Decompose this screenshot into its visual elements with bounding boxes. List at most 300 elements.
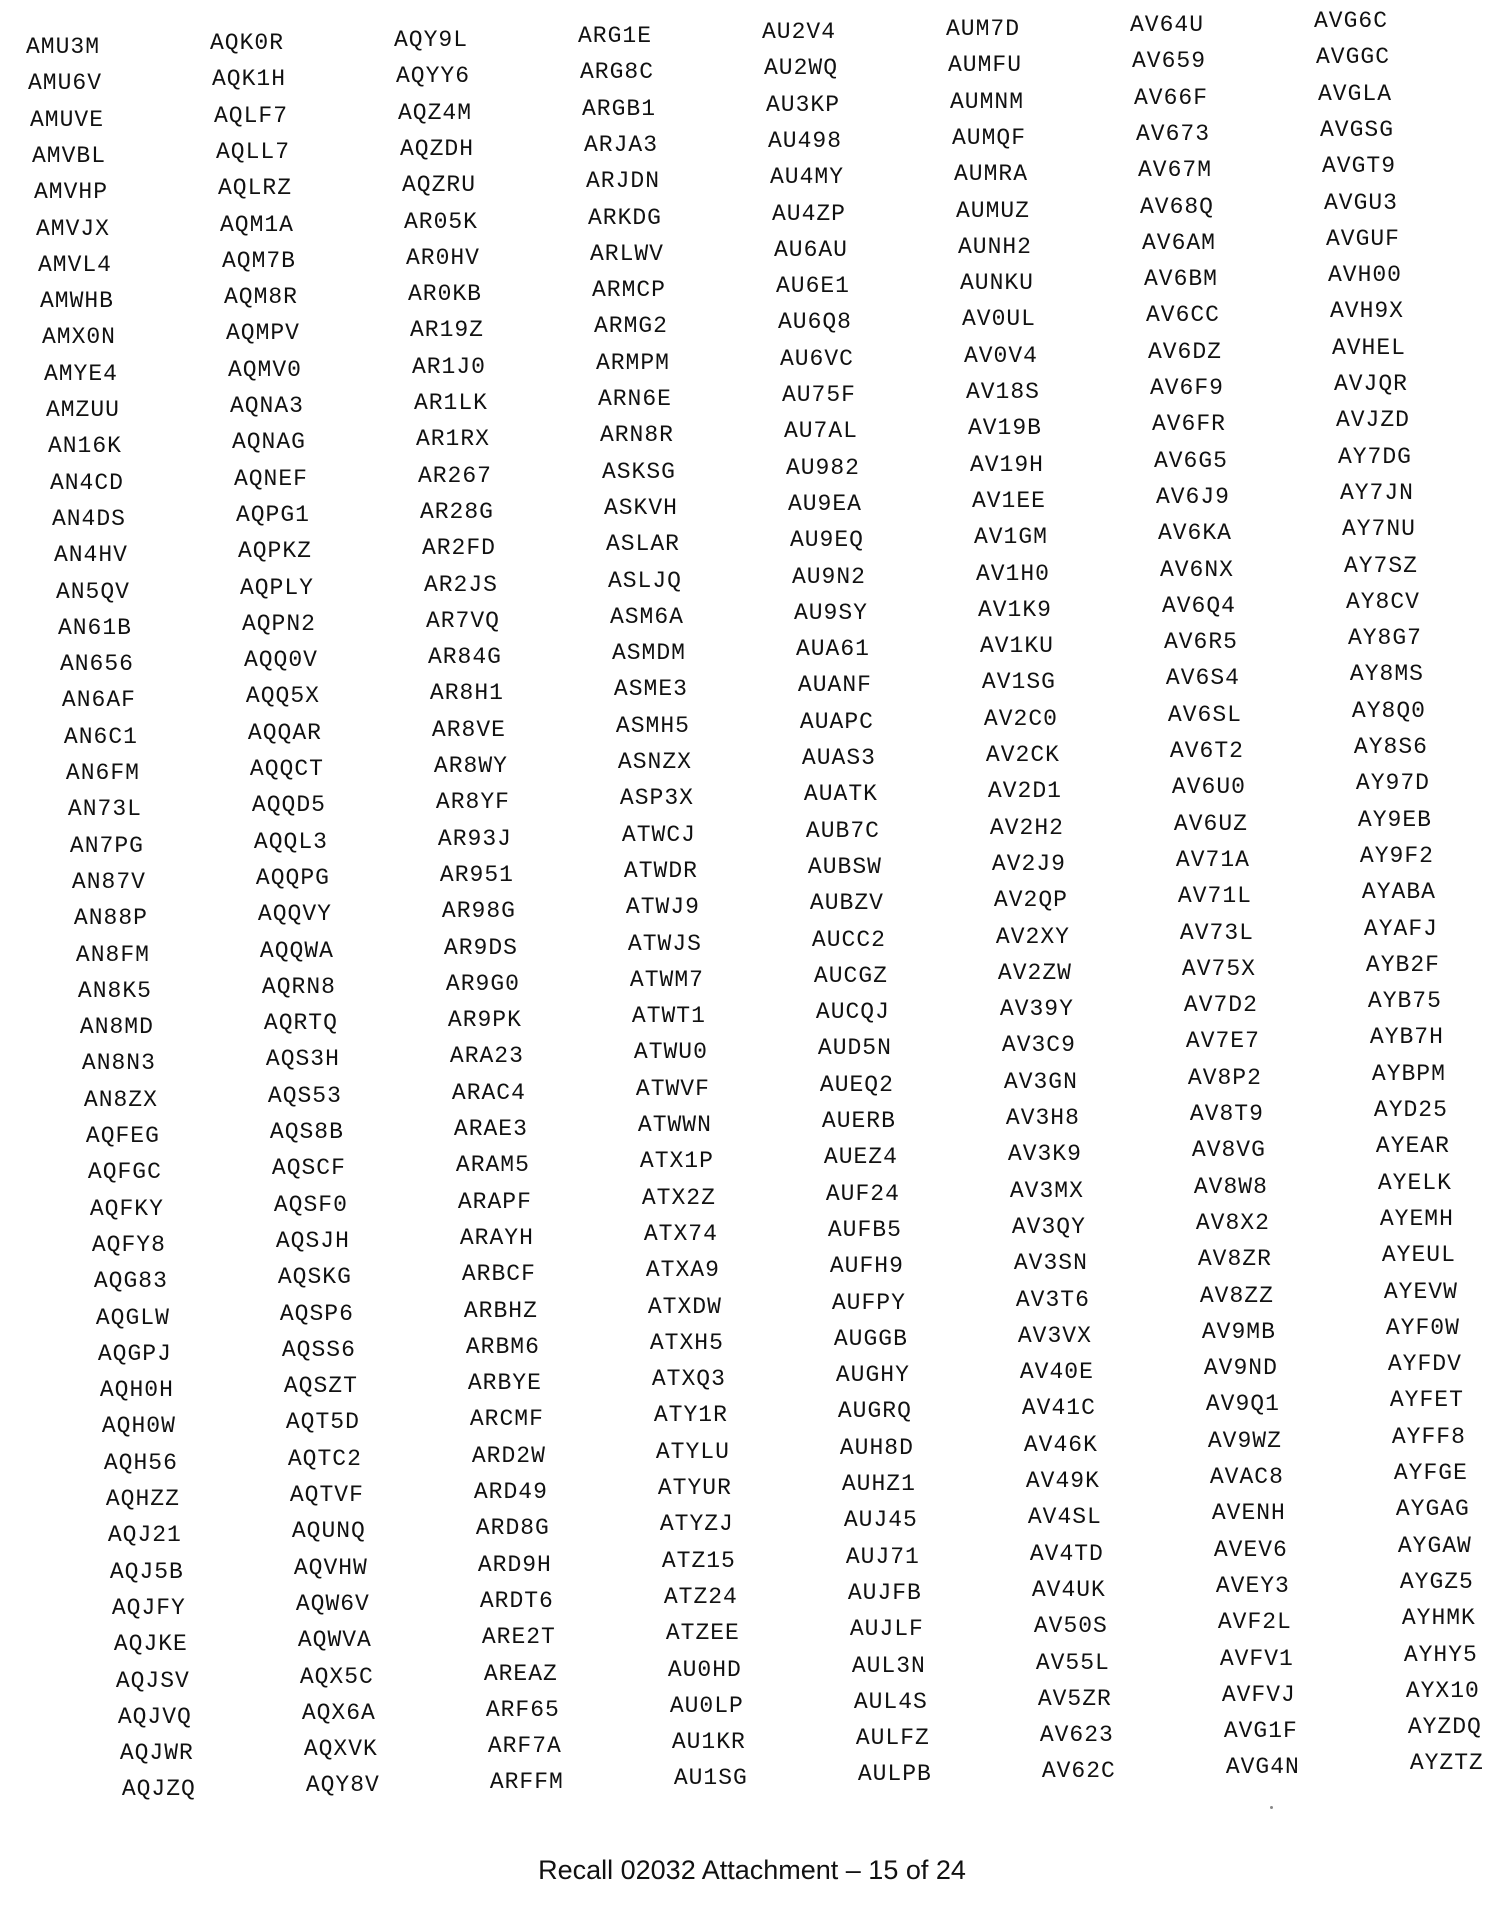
code-entry: AU1KR xyxy=(671,1729,746,1756)
code-entry: AV41C xyxy=(1021,1395,1096,1422)
code-entry: AV1H0 xyxy=(975,560,1050,587)
code-entry: AY9F2 xyxy=(1359,842,1434,869)
code-entry: AR19Z xyxy=(409,317,484,344)
code-entry: AV9WZ xyxy=(1207,1427,1282,1454)
code-entry: AR1J0 xyxy=(411,353,486,380)
code-entry: ARN6E xyxy=(597,386,672,412)
code-entry: ARFFM xyxy=(489,1769,564,1796)
code-entry: AYB7H xyxy=(1369,1024,1444,1051)
code-entry: AUATK xyxy=(803,781,878,808)
code-entry: AR1LK xyxy=(413,390,488,416)
code-entry: AQQL3 xyxy=(253,828,328,855)
code-entry: AV2C0 xyxy=(983,705,1058,732)
code-entry: AU2WQ xyxy=(763,55,838,82)
code-entry: AQJSV xyxy=(115,1667,190,1694)
code-entry: AU9EQ xyxy=(789,527,864,554)
code-entry: ATX1P xyxy=(639,1148,714,1175)
code-entry: AY7NU xyxy=(1341,516,1416,543)
code-entry: ATX74 xyxy=(643,1220,718,1247)
code-entry: AYZDQ xyxy=(1407,1714,1482,1741)
code-entry: AUH8D xyxy=(839,1434,914,1461)
code-entry: AV6F9 xyxy=(1149,375,1224,401)
code-entry: AQFGC xyxy=(87,1159,162,1186)
code-entry: AUGGB xyxy=(833,1325,908,1352)
code-entry: AV8W8 xyxy=(1193,1173,1268,1200)
code-entry: AUJFB xyxy=(847,1579,922,1606)
code-entry: AU6E1 xyxy=(775,273,850,300)
code-entry: AV2XY xyxy=(995,923,1070,950)
code-entry: ASKVH xyxy=(603,494,678,521)
code-entry: AVGUF xyxy=(1325,225,1400,252)
code-entry: ARN8R xyxy=(599,422,674,449)
code-entry: AV2ZW xyxy=(997,959,1072,986)
code-entry: AVH9X xyxy=(1329,298,1404,325)
code-entry: AVEV6 xyxy=(1213,1536,1288,1563)
code-entry: ATWVF xyxy=(635,1075,710,1102)
code-entry: AQYY6 xyxy=(395,63,470,90)
code-entry: ATWJ9 xyxy=(625,894,700,921)
code-entry: AV6FR xyxy=(1151,411,1226,438)
code-entry: AV6U0 xyxy=(1171,774,1246,801)
code-entry: AQXVK xyxy=(303,1736,378,1763)
code-entry: AUL3N xyxy=(851,1652,926,1679)
code-entry: AV6R5 xyxy=(1163,629,1238,656)
code-entry: AV9MB xyxy=(1201,1318,1276,1345)
code-entry: ATZ15 xyxy=(661,1547,736,1574)
code-entry: ASKSG xyxy=(601,458,676,485)
code-entry: AQQ0V xyxy=(243,647,318,674)
code-entry: AUFB5 xyxy=(827,1216,902,1243)
code-entry: AR05K xyxy=(403,208,478,235)
code-entry: AULFZ xyxy=(855,1725,930,1752)
code-entry: AV8ZR xyxy=(1197,1246,1272,1273)
code-entry: AUJ45 xyxy=(843,1507,918,1534)
code-entry: AQQD5 xyxy=(251,792,326,819)
code-entry: AVFV1 xyxy=(1219,1645,1294,1672)
code-entry: AU9N2 xyxy=(791,563,866,590)
code-entry: AQSP6 xyxy=(279,1300,354,1327)
code-entry: AV3GN xyxy=(1003,1068,1078,1095)
code-entry: AV19B xyxy=(967,415,1042,442)
code-entry: AV49K xyxy=(1025,1468,1100,1494)
code-entry: AREAZ xyxy=(483,1660,558,1687)
code-entry: AV6KA xyxy=(1157,520,1232,547)
code-entry: AY8G7 xyxy=(1347,625,1422,652)
code-entry: AVAC8 xyxy=(1209,1464,1284,1490)
code-entry: ASLAR xyxy=(605,531,680,558)
code-entry: AU0HD xyxy=(667,1656,742,1683)
code-entry: AU9SY xyxy=(793,599,868,626)
code-entry: ASNZX xyxy=(617,749,692,775)
code-entry: AQGPJ xyxy=(97,1340,172,1367)
code-entry: ASM6A xyxy=(609,603,684,630)
code-entry: AV623 xyxy=(1039,1722,1114,1749)
code-entry: AQSCF xyxy=(271,1155,346,1182)
code-entry: AU6AU xyxy=(773,236,848,263)
code-entry: AV8VG xyxy=(1191,1137,1266,1164)
code-entry: ASLJQ xyxy=(607,567,682,594)
code-entry: AUMNM xyxy=(949,88,1024,115)
code-entry: AYEAR xyxy=(1375,1133,1450,1160)
code-entry: AQH56 xyxy=(103,1449,178,1476)
code-entry: AQM8R xyxy=(223,284,298,311)
code-entry: AY7SZ xyxy=(1343,552,1418,579)
code-entry: AVENH xyxy=(1211,1500,1286,1527)
code-entry: AUHZ1 xyxy=(841,1471,916,1497)
code-entry: ARE2T xyxy=(481,1624,556,1651)
code-entry: AV71A xyxy=(1175,846,1250,873)
code-entry: AQFY8 xyxy=(91,1231,166,1258)
code-entry: AUBZV xyxy=(809,890,884,917)
code-entry: AYHY5 xyxy=(1403,1641,1478,1668)
code-entry: AQJVQ xyxy=(117,1703,192,1730)
code-entry: AQGLW xyxy=(95,1304,170,1331)
code-entry: AR0HV xyxy=(405,244,480,271)
code-entry: AUBSW xyxy=(807,853,882,880)
code-entry: ATWJS xyxy=(627,930,702,957)
code-entry: AY7DG xyxy=(1337,443,1412,470)
code-entry: ATY1R xyxy=(653,1402,728,1429)
code-entry: AN656 xyxy=(59,651,134,678)
code-entry: ARD2W xyxy=(471,1442,546,1469)
code-entry: AV50S xyxy=(1033,1613,1108,1640)
scan-speck xyxy=(1270,1806,1273,1809)
code-entry: AU4ZP xyxy=(771,200,846,227)
code-entry: AV4TD xyxy=(1029,1540,1104,1567)
code-entry: AR9G0 xyxy=(445,970,520,997)
code-entry: AVGU3 xyxy=(1323,189,1398,216)
code-entry: ARJDN xyxy=(585,168,660,195)
code-entry: AN4DS xyxy=(51,505,126,532)
code-entry: AVHEL xyxy=(1331,334,1406,361)
code-entry: AYEVW xyxy=(1383,1278,1458,1305)
code-entry: AQS3H xyxy=(265,1046,340,1073)
code-entry: AUCC2 xyxy=(811,926,886,953)
code-entry: AV0V4 xyxy=(963,342,1038,369)
code-entry: AQJ5B xyxy=(109,1558,184,1585)
page-footer: Recall 02032 Attachment – 15 of 24 xyxy=(538,1855,966,1885)
code-entry: AQLL7 xyxy=(215,138,290,165)
code-entry: AV2H2 xyxy=(989,814,1064,841)
code-entry: AR0KB xyxy=(407,281,482,308)
code-entry: AV8X2 xyxy=(1195,1209,1270,1236)
code-entry: AYGAW xyxy=(1397,1532,1472,1559)
code-entry: AN6AF xyxy=(61,687,136,714)
code-entry: AYF0W xyxy=(1385,1314,1460,1341)
code-entry: AYHMK xyxy=(1401,1605,1476,1632)
code-entry: AV4UK xyxy=(1031,1576,1106,1603)
code-entry: AR2FD xyxy=(421,535,496,562)
code-entry: AUAS3 xyxy=(801,745,876,771)
code-entry: AYAFJ xyxy=(1363,915,1438,942)
code-entry: ARBM6 xyxy=(465,1333,540,1360)
code-entry: AMZUU xyxy=(45,397,120,423)
code-entry: AR267 xyxy=(417,462,492,489)
code-entry: AUL4S xyxy=(853,1688,928,1715)
code-entry: AVFVJ xyxy=(1221,1681,1296,1708)
code-entry: AUJLF xyxy=(849,1616,924,1643)
code-entry: ARCMF xyxy=(469,1406,544,1433)
code-entry: AV66F xyxy=(1133,84,1208,111)
code-entry: AUCGZ xyxy=(813,962,888,989)
code-entry: AQLRZ xyxy=(217,175,292,202)
code-entry: ASME3 xyxy=(613,676,688,703)
code-entry: AQX5C xyxy=(299,1663,374,1690)
code-entry: AQPN2 xyxy=(241,610,316,637)
code-entry: AQSKG xyxy=(277,1264,352,1291)
code-entry: AQY8V xyxy=(305,1772,380,1799)
code-entry: ARAC4 xyxy=(451,1079,526,1106)
code-entry: AQPLY xyxy=(239,574,314,601)
code-entry: AV2QP xyxy=(993,887,1068,914)
code-entry: AV9Q1 xyxy=(1205,1391,1280,1418)
code-entry: AQFEG xyxy=(85,1123,160,1149)
code-entry: AV5ZR xyxy=(1037,1685,1112,1712)
code-entry: AV6UZ xyxy=(1173,810,1248,837)
code-entry: AVG4N xyxy=(1225,1754,1300,1781)
code-entry: AUMQF xyxy=(951,124,1026,151)
code-entry: AQQPG xyxy=(255,864,330,891)
code-entry: AV2CK xyxy=(985,742,1060,768)
code-entry: AUEZ4 xyxy=(823,1144,898,1171)
code-entry: ATWDR xyxy=(623,857,698,884)
code-entry: AV73L xyxy=(1179,919,1254,946)
code-entry: ARMCP xyxy=(591,277,666,304)
code-entry: AV6Q4 xyxy=(1161,592,1236,619)
code-entry: AV19H xyxy=(969,451,1044,478)
code-entry: AYFGE xyxy=(1393,1460,1468,1486)
code-entry: ARKDG xyxy=(587,204,662,231)
code-entry: AUFPY xyxy=(831,1289,906,1316)
code-entry: AV6J9 xyxy=(1155,483,1230,510)
code-entry: AN5QV xyxy=(55,578,130,605)
code-entry: AMU3M xyxy=(26,34,101,60)
code-entry: AMVL4 xyxy=(37,251,112,278)
code-entry: AQW6V xyxy=(295,1590,370,1617)
code-entry: AV1GM xyxy=(973,524,1048,551)
code-entry: AQQ5X xyxy=(245,683,320,710)
code-entry: AV9ND xyxy=(1203,1355,1278,1382)
code-entry: AVEY3 xyxy=(1215,1572,1290,1599)
code-entry: AN8FM xyxy=(75,941,150,968)
code-entry: ATWWN xyxy=(637,1112,712,1138)
code-entry: AQJKE xyxy=(113,1631,188,1658)
code-entry: AV2D1 xyxy=(987,778,1062,805)
code-entry: AMX0N xyxy=(41,324,116,351)
code-entry: AV1K9 xyxy=(977,596,1052,623)
code-entry: AV1KU xyxy=(979,633,1054,660)
code-entry: AR93J xyxy=(437,825,512,852)
code-entry: AYEUL xyxy=(1381,1242,1456,1269)
code-entry: AY8MS xyxy=(1349,661,1424,688)
code-entry: AN73L xyxy=(67,796,142,823)
code-entry: AQLF7 xyxy=(213,102,288,129)
code-entry: AU0LP xyxy=(669,1692,744,1719)
code-entry: AV64U xyxy=(1130,12,1205,38)
code-entry: AUMFU xyxy=(947,52,1022,79)
code-entry: ARLWV xyxy=(589,240,664,267)
code-entry: AMVJX xyxy=(35,215,110,242)
code-entry: AVG1F xyxy=(1223,1718,1298,1745)
code-entry: AU75F xyxy=(781,382,856,408)
code-entry: AUFH9 xyxy=(829,1253,904,1280)
code-entry: AUGRQ xyxy=(837,1398,912,1425)
code-entry: ARF65 xyxy=(485,1696,560,1723)
code-entry: AULPB xyxy=(857,1761,932,1788)
code-entry: AY97D xyxy=(1355,770,1430,797)
code-entry: AQK0R xyxy=(210,30,285,56)
code-entry: AV3SN xyxy=(1013,1250,1088,1277)
code-entry: AV6NX xyxy=(1159,556,1234,583)
code-entry: AQSZT xyxy=(283,1373,358,1400)
code-entry: AQMPV xyxy=(225,320,300,347)
code-entry: AQS8B xyxy=(269,1119,344,1145)
code-entry: AQJWR xyxy=(119,1740,194,1767)
code-entry: ARG1E xyxy=(578,23,653,49)
code-entry: AYFDV xyxy=(1387,1351,1462,1378)
code-entry: AQSF0 xyxy=(273,1191,348,1218)
code-entry: AV75X xyxy=(1181,955,1256,982)
code-entry: AY8CV xyxy=(1345,588,1420,615)
code-entry: AN4HV xyxy=(53,542,128,569)
code-entry: AQWVA xyxy=(297,1627,372,1654)
code-entry: AN7PG xyxy=(69,832,144,859)
code-entry: AUA61 xyxy=(795,636,870,663)
code-entry: AUGHY xyxy=(835,1362,910,1389)
code-entry: AMVBL xyxy=(31,142,106,169)
code-entry: AYELK xyxy=(1377,1169,1452,1196)
code-entry: AQJ21 xyxy=(107,1522,182,1549)
code-entry: AQFKY xyxy=(89,1195,164,1222)
code-entry: AUD5N xyxy=(817,1035,892,1062)
code-entry: AN6FM xyxy=(65,760,140,786)
code-entry: AQUNQ xyxy=(291,1518,366,1545)
code-entry: AV3MX xyxy=(1009,1177,1084,1204)
code-entry: ATZ24 xyxy=(663,1583,738,1610)
code-entry: AR98G xyxy=(441,898,516,925)
code-entry: AQRN8 xyxy=(261,973,336,1000)
code-entry: AVJQR xyxy=(1333,371,1408,397)
code-entry: AUNH2 xyxy=(957,233,1032,260)
code-entry: AQZRU xyxy=(401,172,476,199)
code-entry: AR8YF xyxy=(435,789,510,816)
code-entry: AN16K xyxy=(47,433,122,460)
code-entry: AQM1A xyxy=(219,211,294,238)
code-entry: AU4MY xyxy=(769,164,844,191)
code-entry: AV39Y xyxy=(999,996,1074,1023)
code-entry: AU3KP xyxy=(765,91,840,118)
code-entry: AVGLA xyxy=(1317,80,1392,107)
code-entry: ATXQ3 xyxy=(651,1366,726,1393)
code-entry: AQH0W xyxy=(101,1413,176,1440)
code-entry: AN87V xyxy=(71,868,146,895)
code-entry: AQMV0 xyxy=(227,356,302,383)
code-entry: AV46K xyxy=(1023,1431,1098,1458)
code-entry: AQT5D xyxy=(285,1409,360,1436)
code-entry: ASMH5 xyxy=(615,712,690,739)
code-entry: AQQVY xyxy=(257,901,332,928)
code-entry: ARGB1 xyxy=(581,95,656,122)
code-entry: ATWU0 xyxy=(633,1039,708,1066)
code-entry: AYABA xyxy=(1361,879,1436,906)
code-entry: AQJZQ xyxy=(121,1776,196,1803)
code-entry: AUF24 xyxy=(825,1180,900,1207)
code-entry: AR28G xyxy=(419,498,494,525)
code-entry: AR9DS xyxy=(443,934,518,961)
code-entry: AYGAG xyxy=(1395,1496,1470,1523)
code-entry: AV1SG xyxy=(981,669,1056,696)
code-entry: AV3H8 xyxy=(1005,1105,1080,1131)
code-entry: ATZEE xyxy=(665,1620,740,1647)
code-entry: AU6Q8 xyxy=(777,309,852,336)
code-entry: AYB75 xyxy=(1367,988,1442,1015)
code-entry: AYEMH xyxy=(1379,1205,1454,1232)
code-entry: AQNEF xyxy=(233,465,308,492)
code-entry: AUEQ2 xyxy=(819,1071,894,1098)
code-entry: AQHZZ xyxy=(105,1486,180,1512)
code-entry: AN4CD xyxy=(49,469,124,496)
code-entry: AU1SG xyxy=(673,1765,748,1792)
code-entry: AV67M xyxy=(1137,157,1212,184)
code-entry: AV55L xyxy=(1035,1649,1110,1676)
code-entry: AYB2F xyxy=(1365,951,1440,978)
code-entry: AVGGC xyxy=(1315,44,1390,71)
code-entry: AU2V4 xyxy=(762,19,837,45)
code-entry: AU982 xyxy=(785,454,860,481)
code-entry: AMU6V xyxy=(27,70,102,97)
code-entry: AVJZD xyxy=(1335,407,1410,434)
code-entry: AR2JS xyxy=(423,571,498,598)
code-entry: AYFF8 xyxy=(1391,1423,1466,1450)
code-entry: AQPG1 xyxy=(235,501,310,528)
code-entry: ARMG2 xyxy=(593,313,668,340)
code-entry: AN61B xyxy=(57,614,132,641)
code-entry: AYFET xyxy=(1389,1387,1464,1414)
code-entry: AQPKZ xyxy=(237,538,312,565)
code-entry: ARD9H xyxy=(477,1551,552,1578)
code-entry: AV3VX xyxy=(1017,1322,1092,1349)
code-entry: AU498 xyxy=(767,127,842,154)
code-entry: AVH00 xyxy=(1327,262,1402,289)
code-entry: AQG83 xyxy=(93,1268,168,1295)
code-entry: AR1RX xyxy=(415,426,490,453)
code-entry: AV6BM xyxy=(1143,266,1218,293)
code-entry: AV0UL xyxy=(961,306,1036,333)
code-entry: AV7D2 xyxy=(1183,992,1258,1019)
code-entry: AN8ZX xyxy=(83,1086,158,1113)
code-entry: ATWM7 xyxy=(629,966,704,993)
code-entry: AV6CC xyxy=(1145,302,1220,329)
code-entry: AQVHW xyxy=(293,1554,368,1581)
code-entry: AN8K5 xyxy=(77,977,152,1004)
code-entry: AQX6A xyxy=(301,1699,376,1726)
code-entry: ATYZJ xyxy=(659,1511,734,1538)
code-entry: AV8ZZ xyxy=(1199,1282,1274,1309)
code-entry: AR84G xyxy=(427,644,502,671)
code-entry: AQQAR xyxy=(247,719,322,746)
code-entry: AY7JN xyxy=(1339,479,1414,506)
code-entry: ARF7A xyxy=(487,1733,562,1760)
code-entry: AV659 xyxy=(1131,48,1206,75)
code-entry: ARAYH xyxy=(459,1224,534,1251)
code-entry: AMWHB xyxy=(39,288,114,315)
code-entry: AQTVF xyxy=(289,1482,364,1508)
code-entry: ATXDW xyxy=(647,1293,722,1320)
code-entry: AYX10 xyxy=(1405,1677,1480,1704)
code-entry: AQZDH xyxy=(399,135,474,162)
code-entry: AQS53 xyxy=(267,1082,342,1109)
code-entry: ATX2Z xyxy=(641,1184,716,1211)
